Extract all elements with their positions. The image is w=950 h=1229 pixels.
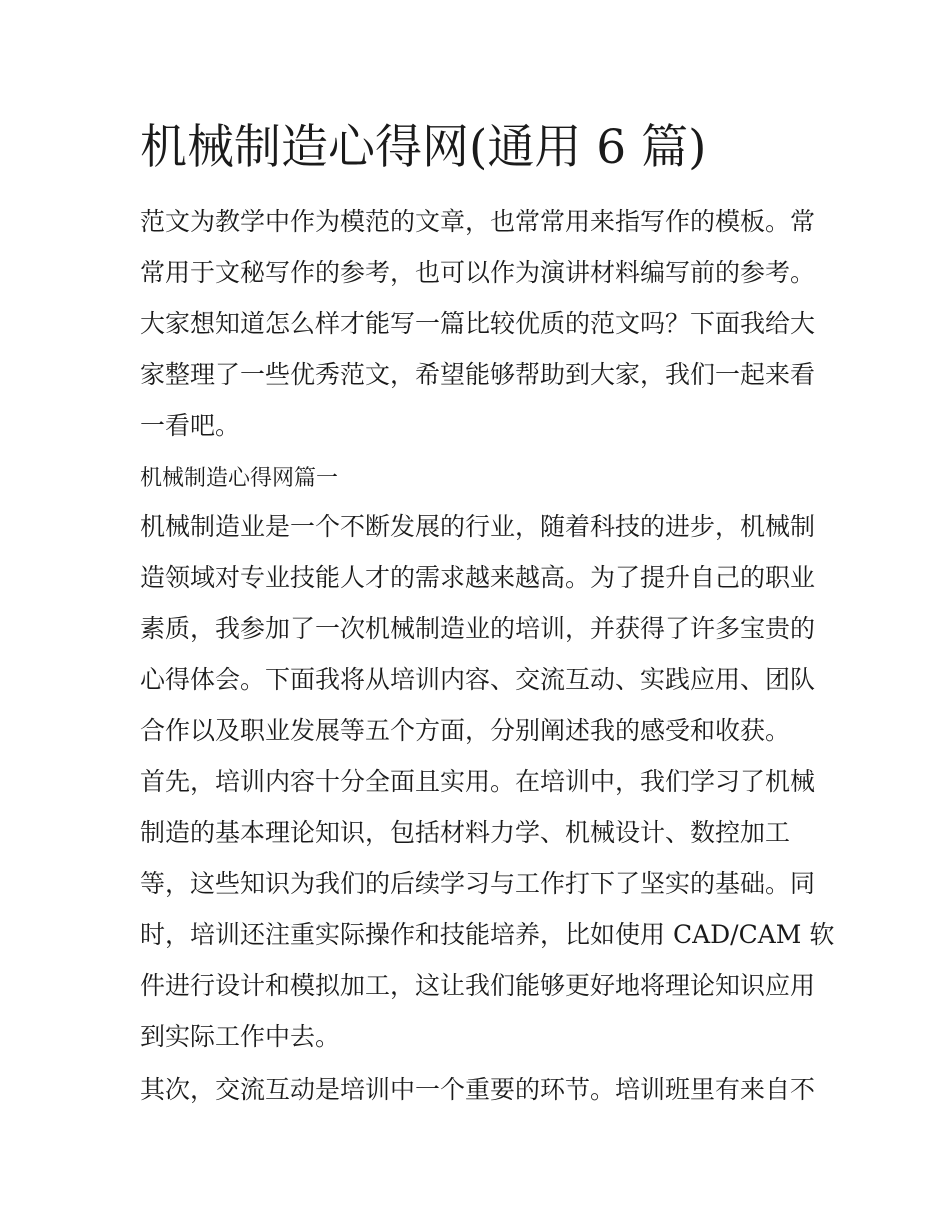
paragraph2-line: 时，培训还注重实际操作和技能培养，比如使用 CAD/CAM 软 <box>140 920 835 949</box>
paragraph1-line: 素质，我参加了一次机械制造业的培训，并获得了许多宝贵的 <box>140 614 816 643</box>
paragraph2-line: 等，这些知识为我们的后续学习与工作打下了坚实的基础。同 <box>140 869 816 898</box>
paragraph1-line: 造领域对专业技能人才的需求越来越高。为了提升自己的职业 <box>140 563 816 592</box>
intro-line: 大家想知道怎么样才能写一篇比较优质的范文吗？下面我给大 <box>140 309 816 338</box>
intro-line: 范文为教学中作为模范的文章，也常常用来指写作的模板。常 <box>140 207 816 236</box>
paragraph2-line: 到实际工作中去。 <box>140 1022 341 1051</box>
document-title: 机械制造心得网(通用 6 篇) <box>140 120 707 175</box>
paragraph2-line: 首先，培训内容十分全面且实用。在培训中，我们学习了机械 <box>140 767 816 796</box>
intro-line: 家整理了一些优秀范文，希望能够帮助到大家，我们一起来看 <box>140 360 816 389</box>
intro-line: 一看吧。 <box>140 411 241 440</box>
paragraph2-line: 制造的基本理论知识，包括材料力学、机械设计、数控加工 <box>140 818 791 847</box>
paragraph2-line: 件进行设计和模拟加工，这让我们能够更好地将理论知识应用 <box>140 971 816 1000</box>
paragraph3-line: 其次，交流互动是培训中一个重要的环节。培训班里有来自不 <box>140 1075 816 1104</box>
section-heading: 机械制造心得网篇一 <box>140 466 339 491</box>
paragraph1-line: 心得体会。下面我将从培训内容、交流互动、实践应用、团队 <box>140 665 816 694</box>
paragraph1-line: 机械制造业是一个不断发展的行业，随着科技的进步，机械制 <box>140 512 816 541</box>
intro-line: 常用于文秘写作的参考，也可以作为演讲材料编写前的参考。 <box>140 258 816 287</box>
paragraph1-line: 合作以及职业发展等五个方面，分别阐述我的感受和收获。 <box>140 716 791 745</box>
